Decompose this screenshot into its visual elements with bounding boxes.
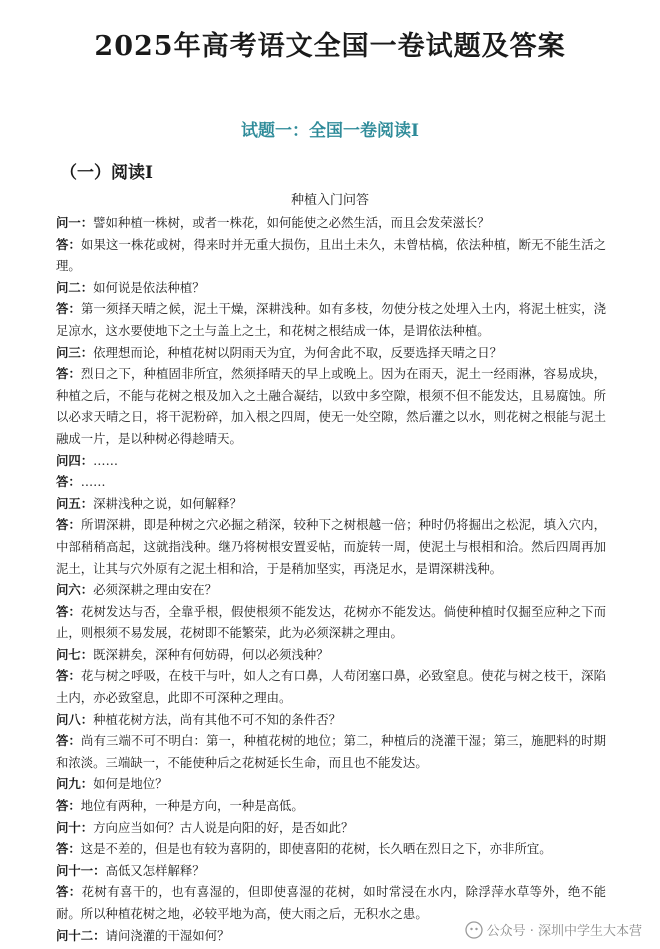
answer-paragraph [56, 363, 606, 449]
qa-text: 第一须择天晴之候，泥土干燥，深耕浅种。如有多枝，勿使分枝之处埋入土内，将泥土桩实，浇足凉水，这水要使地下之土与盖上之土，和花树之根结成一体，是谓依法种植。 [56, 301, 607, 338]
qa-label: 问四： [56, 452, 94, 468]
question-paragraph [56, 860, 606, 882]
qa-text: 请问浇灌的干湿如何？ [105, 927, 230, 943]
question-paragraph [56, 644, 606, 666]
question-paragraph [56, 817, 606, 839]
qa-label: 问七： [56, 646, 94, 662]
qa-label: 问十一： [56, 862, 106, 878]
qa-label: 问二： [56, 279, 94, 295]
qa-text: 如何是地位？ [93, 776, 168, 792]
answer-paragraph [56, 665, 606, 708]
answer-paragraph [56, 795, 606, 817]
page-title: 2025年高考语文全国一卷试题及答案 [94, 31, 566, 62]
qa-label: 问五： [56, 495, 94, 511]
answer-paragraph [56, 514, 606, 579]
question-paragraph [56, 277, 606, 299]
qa-label: 问八： [56, 711, 94, 727]
qa-label: 答： [56, 798, 81, 814]
qa-label: 问十二： [56, 927, 106, 943]
wechat-icon [465, 921, 483, 939]
qa-text: 所谓深耕，即是种树之穴必掘之稍深，较种下之树根越一倍；种时仍将掘出之松泥，填入穴内，中部稍稍高起，这就指浅种。继乃将树根安置妥帖，而旋转一周，使泥土与根相和洽。然后四周再加泥土，让其与穴外原有之泥土相和洽，于是稍加坚实，再浇足水，是谓深耕浅种。 [56, 517, 607, 576]
article-title: 种植入门问答 [290, 193, 369, 208]
answer-paragraph [56, 234, 606, 277]
test-title: 试题一：全国一卷阅读Ⅰ [241, 121, 419, 141]
qa-text: 既深耕矣，深种有何妨碍，何以必须浅种？ [93, 646, 329, 662]
qa-label: 答： [56, 733, 82, 749]
answer-paragraph [56, 881, 606, 924]
question-paragraph [56, 212, 606, 234]
qa-label: 答： [56, 884, 82, 900]
qa-text: …… [93, 452, 118, 468]
qa-text: 深耕浅种之说，如何解释？ [93, 495, 242, 511]
qa-label: 答： [56, 603, 82, 619]
answer-paragraph [56, 601, 606, 644]
qa-label: 问九： [56, 776, 94, 792]
qa-label: 答： [56, 301, 82, 317]
question-paragraph [56, 579, 606, 601]
qa-label: 答： [56, 236, 82, 252]
qa-text: 如何说是依法种植？ [93, 279, 205, 295]
qa-label: 答： [56, 841, 81, 857]
question-paragraph [56, 493, 606, 515]
qa-text: 如果这一株花或树，得来时并无重大损伤，且出土未久，未曾枯槁，依法种植，断无不能生活之理。 [56, 236, 607, 274]
qa-text: 种植花树方法，尚有其他不可不知的条件否？ [93, 711, 341, 727]
qa-text: …… [80, 474, 106, 490]
question-paragraph [56, 450, 606, 472]
qa-label: 答： [56, 668, 82, 684]
qa-text: 地位有两种，一种是方向，一种是高低。 [80, 798, 304, 814]
section-title: （一）阅读Ⅰ [60, 163, 153, 183]
qa-text: 尚有三端不可不明白：第一，种植花树的地位；第二，种植后的浇灌干湿；第三，施肥料的时期和浓淡。三端缺一，不能使种后之花树延长生命，而且也不能发达。 [56, 733, 607, 770]
answer-paragraph [56, 471, 606, 493]
qa-list [56, 212, 606, 946]
qa-label: 问六： [56, 582, 94, 598]
qa-label: 问十： [56, 819, 94, 835]
watermark [465, 920, 642, 939]
qa-text: 花与树之呼吸，在枝干与叶，如人之有口鼻，人苟闭塞口鼻，必致窒息。使花与树之枝干，深陷土内，亦必致窒息，此即不可深种之理由。 [56, 668, 607, 706]
qa-text: 依理想而论，种植花树以阴雨天为宜，为何舍此不取，反要选择天晴之日？ [93, 344, 503, 360]
qa-label: 答： [56, 474, 81, 490]
question-paragraph [56, 709, 606, 731]
qa-label: 问一： [56, 215, 94, 230]
qa-text: 高低又怎样解释？ [105, 862, 205, 878]
qa-text: 必须深耕之理由安在？ [93, 582, 218, 598]
answer-paragraph [56, 838, 606, 860]
question-paragraph [56, 342, 606, 364]
answer-paragraph [56, 730, 606, 773]
qa-text: 譬如种植一株树，或者一株花，如何能使之必然生活，而且会发荣滋长？ [93, 215, 490, 230]
qa-label: 答： [56, 366, 82, 382]
qa-text: 烈日之下，种植固非所宜，然须择晴天的早上或晚上。因为在雨天，泥土一经雨淋，容易成块，种植之后，不能与花树之根及加入之土融合凝结，以致中多空隙，根须不但不能发达，且易腐蚀。所以必求天晴之日，将干泥粉碎，加入根之四周，使无一处空隙，然后灌之以水，则花树之根能与泥土融成一片，是以种树必得趁晴天。 [56, 366, 607, 446]
qa-label: 问三： [56, 344, 94, 360]
qa-text: 这是不差的，但是也有较为喜阴的，即使喜阳的花树，长久晒在烈日之下，亦非所宜。 [80, 841, 552, 857]
question-paragraph [56, 773, 606, 795]
qa-label: 答： [56, 517, 82, 533]
qa-text: 花树有喜干的，也有喜湿的，但即使喜湿的花树，如时常浸在水内，除浮萍水草等外，绝不能耐。所以种植花树之地，必较平地为高，使大雨之后，无积水之患。 [56, 884, 607, 921]
answer-paragraph [56, 298, 606, 341]
watermark-text: 公众号 · 深圳中学生大本营 [486, 924, 642, 939]
qa-text: 花树发达与否，全靠乎根，假使根须不能发达，花树亦不能发达。倘使种植时仅掘至应种之下而止，则根须不易发展，花树即不能繁荣，此为必须深耕之理由。 [56, 603, 607, 641]
qa-text: 方向应当如何？古人说是向阳的好，是否如此？ [93, 819, 354, 835]
